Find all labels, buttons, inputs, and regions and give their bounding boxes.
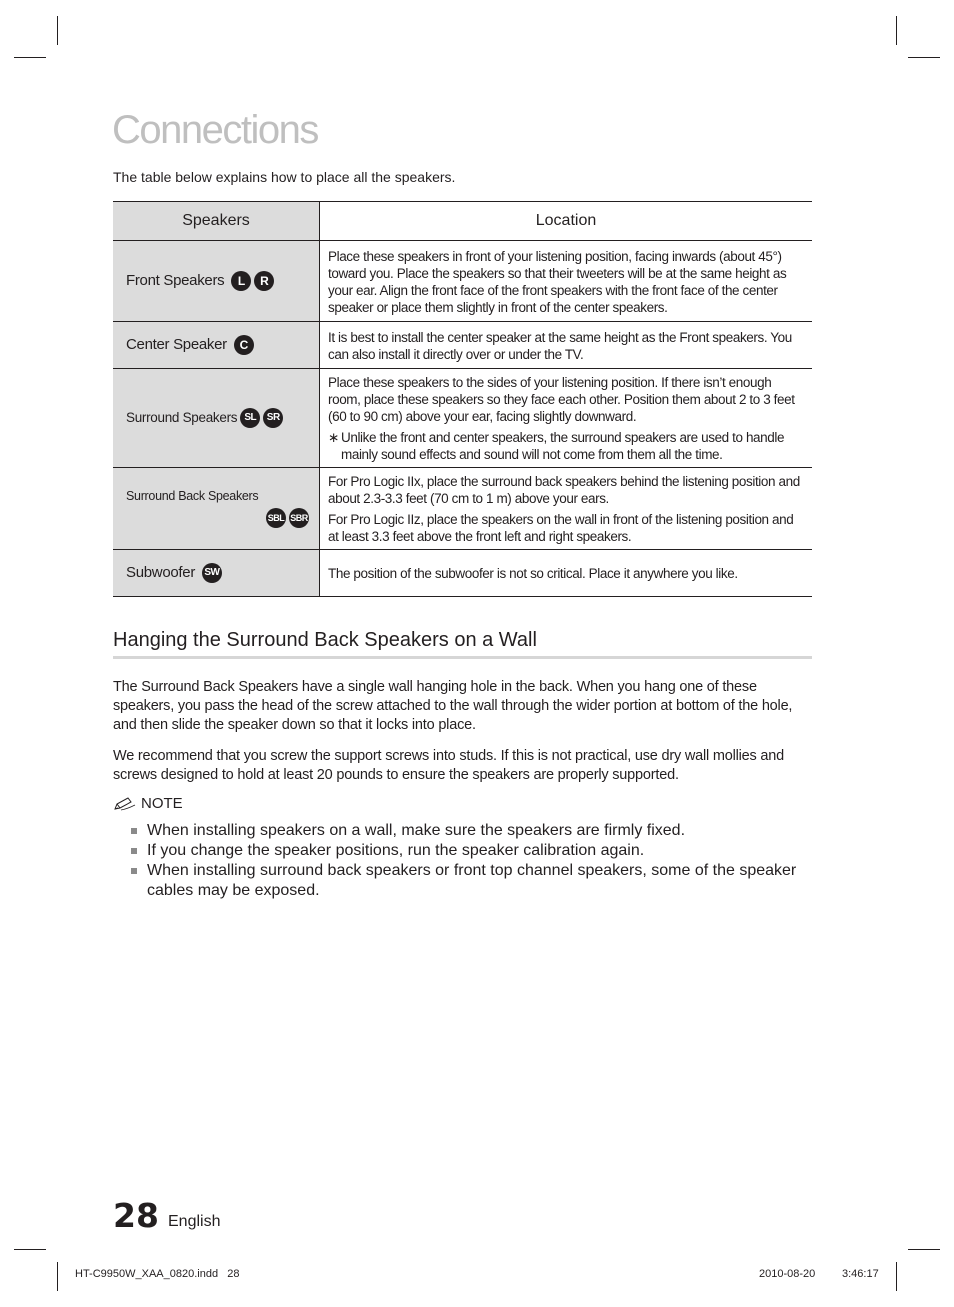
page-language: English [168,1213,221,1230]
crop-mark [14,1249,46,1250]
note-label: NOTE [141,795,183,812]
list-item [113,821,812,841]
speaker-badge-sbr: SBR [289,508,309,528]
crop-mark [896,16,897,45]
table-header-row [113,202,812,241]
note-list [113,821,812,901]
bullet-square-icon [113,861,147,901]
asterisk-symbol: ∗ [328,430,339,445]
location-cell [320,369,813,468]
speaker-name: Center Speaker [126,335,227,353]
table-row [113,550,812,597]
footer-filename: HT-C9950W_XAA_0820.indd 28 [75,1268,240,1280]
crop-mark [908,1249,940,1250]
note-text: If you change the speaker positions, run the speaker calibration again. [147,842,645,859]
location-text: It is best to install the center speaker at the same height as the Front speakers. You can also install it directly over or under the TV. [328,329,792,362]
table-row [113,322,812,369]
crop-mark [908,57,940,58]
bullet-square-icon [113,841,147,861]
speaker-cell [113,468,320,550]
speaker-name: Subwoofer [126,563,196,581]
speaker-name: Front Speakers [126,271,225,289]
crop-mark [896,1262,897,1291]
footer-time: 3:46:17 [842,1268,879,1280]
crop-mark [14,57,46,58]
badge-group [126,508,309,528]
speaker-cell [113,322,320,369]
speaker-badge-sw: SW [202,563,222,583]
location-footnote [328,429,804,463]
location-text: The position of the subwoofer is not so critical. Place it anywhere you like. [328,566,738,581]
column-header-location: Location [320,202,813,241]
list-item [113,861,812,901]
speaker-badge-l: L [231,271,251,291]
table-row [113,241,812,322]
note-heading [113,795,183,812]
location-cell [320,550,813,597]
location-cell [320,241,813,322]
section-heading: Hanging the Surround Back Speakers on a Wall [113,629,812,659]
location-cell [320,322,813,369]
list-item [113,841,812,861]
speaker-badge-sr: SR [263,408,283,428]
speaker-placement-table [113,201,812,597]
speaker-cell [113,241,320,322]
column-header-speakers: Speakers [113,202,320,241]
speaker-badge-sl: SL [240,408,260,428]
speaker-name: Surround Back Speakers [126,489,259,503]
body-paragraph: We recommend that you screw the support screws into studs. If this is not practical, use dry wall mollies and screws designed to hold at least 20 pounds to ensure the speakers are properly supported. [113,748,785,783]
page-number: 28 [113,1196,159,1235]
bullet-square-icon [113,821,147,841]
note-text: When installing speakers on a wall, make sure the speakers are firmly fixed. [147,822,686,839]
speaker-cell [113,369,320,468]
footnote-text: Unlike the front and center speakers, the surround speakers are used to handle mainly sound effects and sound will not come from them all the time. [341,430,785,462]
location-text: For Pro Logic IIz, place the speakers on the wall in front of the listening position and at least 3.3 feet above the front left and right speakers. [328,512,794,544]
crop-mark [57,16,58,45]
location-text: Place these speakers to the sides of your listening position. If there isn’t enough room, place these speakers so they face each other. Position them about 2 to 3 feet (60 to 90 cm) above your ear, facing slightly downward. [328,375,795,424]
footer-date: 2010-08-20 [759,1268,816,1280]
speaker-name: Surround Speakers [126,409,238,425]
speaker-badge-c: C [234,335,254,355]
location-text: Place these speakers in front of your listening position, facing inwards (about 45°) toward you. Place the speakers so that their tweeters will be at the same height as your ear. Align the front face of the front speakers with the front face of the center speaker or place them slightly in front of the center speakers. [328,248,787,315]
location-text: For Pro Logic IIx, place the surround back speakers behind the listening position and about 2.3-3.3 feet (70 cm to 1 m) above your ears. [328,474,800,506]
pencil-icon [113,796,137,812]
crop-mark [57,1262,58,1291]
speaker-badge-sbl: SBL [266,508,286,528]
intro-text: The table below explains how to place all the speakers. [113,169,456,185]
note-text: When installing surround back speakers or front top channel speakers, some of the speaker cables may be exposed. [147,862,797,899]
speaker-badge-r: R [254,271,274,291]
location-cell [320,468,813,550]
body-paragraph: The Surround Back Speakers have a single wall hanging hole in the back. When you hang one of these speakers, you pass the head of the screw attached to the wall through the wider portion at bottom of the hole, and then slide the speaker down so that it locks into place. [113,679,793,733]
speaker-cell [113,550,320,597]
page-title: Connections [112,108,318,152]
table-row [113,369,812,468]
table-row [113,468,812,550]
